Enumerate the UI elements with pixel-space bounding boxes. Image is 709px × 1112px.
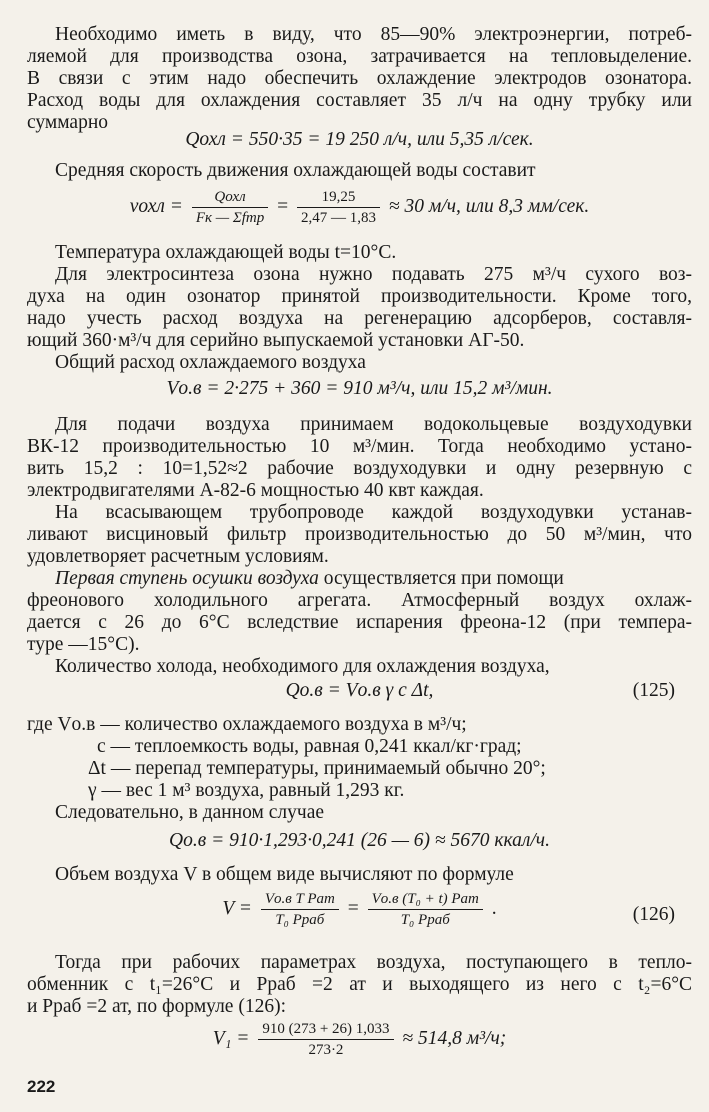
fraction-denominator: T₀ Pраб — [400, 912, 450, 928]
eq-lhs: vохл = — [129, 195, 183, 217]
fraction-numerator: 910 (273 + 26) 1,033 — [258, 1020, 393, 1040]
text-line: надо учесть расход воздуха на регенерацию адсорберов, составля- — [27, 308, 692, 329]
where-line: Δt — перепад температуры, принимаемый обычно 20°; — [88, 758, 546, 779]
text-line: Следовательно, в данном случае — [55, 802, 325, 823]
eq-body — [27, 890, 692, 929]
text-line: Количество холода, необходимого для охлаждения воздуха, — [55, 656, 550, 677]
page-number: 222 — [27, 1077, 56, 1096]
text-line: Для электросинтеза озона нужно подавать 275 м³/ч сухого воз- — [55, 264, 692, 285]
eq-rhs: ≈ 30 м/ч, или 8,3 мм/сек. — [388, 195, 590, 217]
text-line: Средняя скорость движения охлаждающей воды составит — [55, 160, 536, 181]
equation-number: (126) — [632, 904, 675, 925]
fraction — [258, 1020, 393, 1059]
equation-number: (125) — [632, 680, 675, 701]
equation-q-ob: Qо.в = 910·1,293·0,241 (26 — 6) ≈ 5670 ккал/ч. — [169, 830, 550, 851]
text-line: ливают висциновый фильтр производительностью до 50 м³/мин, что — [27, 524, 692, 545]
equation-126 — [27, 890, 692, 929]
text-span: осуществляется при помощи — [318, 568, 564, 589]
text-line: Для подачи воздуха принимаем водокольцевые воздуходувки — [55, 414, 692, 435]
fraction — [192, 188, 268, 227]
equation-velocity — [27, 188, 692, 227]
text-line: фреонового холодильного агрегата. Атмосферный воздух охлаж- — [27, 590, 692, 611]
fraction-numerator: Qохл — [192, 188, 268, 208]
eq-formula: Qо.в = Vо.в γ c Δt, — [285, 680, 434, 701]
text-line: суммарно — [27, 112, 109, 133]
fraction-numerator: 19,25 — [297, 188, 380, 208]
fraction-denominator: 273·2 — [308, 1042, 344, 1058]
where-line: γ — вес 1 м³ воздуха, равный 1,293 кг. — [88, 780, 405, 801]
where-line: c — теплоемкость воды, равная 0,241 ккал/кг·град; — [97, 736, 522, 757]
text-line: удовлетворяет расчетным условиям. — [27, 546, 329, 567]
text-line: туре —15°С). — [27, 634, 140, 655]
fraction-denominator: Fк — Σfтр — [195, 210, 265, 226]
fraction-denominator: 2,47 — 1,83 — [301, 210, 377, 226]
text-line: ляемой для производства озона, затрачивается на тепловыделение. — [27, 46, 692, 67]
text-line: В связи с этим надо обеспечить охлаждение электродов озонатора. — [27, 68, 692, 89]
fraction — [297, 188, 380, 227]
text-line: Расход воды для охлаждения составляет 35 л/ч на одну трубку или — [27, 90, 692, 111]
text-line: Тогда при рабочих параметрах воздуха, поступающего в тепло- — [55, 952, 692, 973]
where-line: где Vо.в — количество охлаждаемого воздуха в м³/ч; — [27, 714, 467, 735]
fraction-numerator: Vо.в (T₀ + t) Pат — [368, 890, 483, 910]
text-line: Температура охлаждающей воды t=10°С. — [55, 242, 397, 263]
text-line: На всасывающем трубопроводе каждой воздуходувки устанав- — [55, 502, 692, 523]
equation-v-ob: Vо.в = 2·275 + 360 = 910 м³/ч, или 15,2 м³/мин. — [166, 378, 553, 399]
eq-dot: . — [491, 897, 497, 919]
eq-lhs: V₁ = — [212, 1027, 250, 1049]
eq-rhs: ≈ 514,8 м³/ч; — [402, 1027, 507, 1049]
fraction — [261, 890, 339, 929]
text-line: ющий 360·м³/ч для серийно выпускаемой установки АГ-50. — [27, 330, 525, 351]
text-line: Необходимо иметь в виду, что 85—90% электроэнергии, потреб- — [55, 24, 692, 45]
eq-sign: = — [347, 897, 359, 919]
fraction — [368, 890, 483, 929]
italic-term: Первая ступень осушки воздуха — [55, 568, 319, 589]
equation-q-ohl: Qохл = 550·35 = 19 250 л/ч, или 5,35 л/сек. — [185, 129, 534, 150]
text-line: ВК-12 производительностью 10 м³/мин. Тогда необходимо устано- — [27, 436, 692, 457]
text-line: Объем воздуха V в общем виде вычисляют по формуле — [55, 864, 514, 885]
text-line: дается с 26 до 6°С вследствие испарения фреона-12 (при темпера- — [27, 612, 692, 633]
text-line: и Pраб =2 ат, по формуле (126): — [27, 996, 286, 1017]
equation-v1 — [27, 1020, 692, 1059]
eq-lhs: V = — [222, 897, 252, 919]
fraction-numerator: Vо.в T Pат — [261, 890, 339, 910]
text-line: обменник с t₁=26°С и Pраб =2 ат и выходящего из него с t₂=6°С — [27, 974, 692, 995]
text-line: Общий расход охлаждаемого воздуха — [55, 352, 366, 373]
eq-sign: = — [277, 195, 289, 217]
text-line: вить 15,2 : 10=1,52≈2 рабочие воздуходувки и одну резервную с — [27, 458, 692, 479]
text-line: духа на один озонатор принятой производительности. Кроме того, — [27, 286, 692, 307]
text-line — [55, 568, 692, 589]
text-line: электродвигателями А-82-6 мощностью 40 квт каждая. — [27, 480, 484, 501]
fraction-denominator: T₀ Pраб — [275, 912, 325, 928]
equation-125 — [27, 680, 692, 701]
